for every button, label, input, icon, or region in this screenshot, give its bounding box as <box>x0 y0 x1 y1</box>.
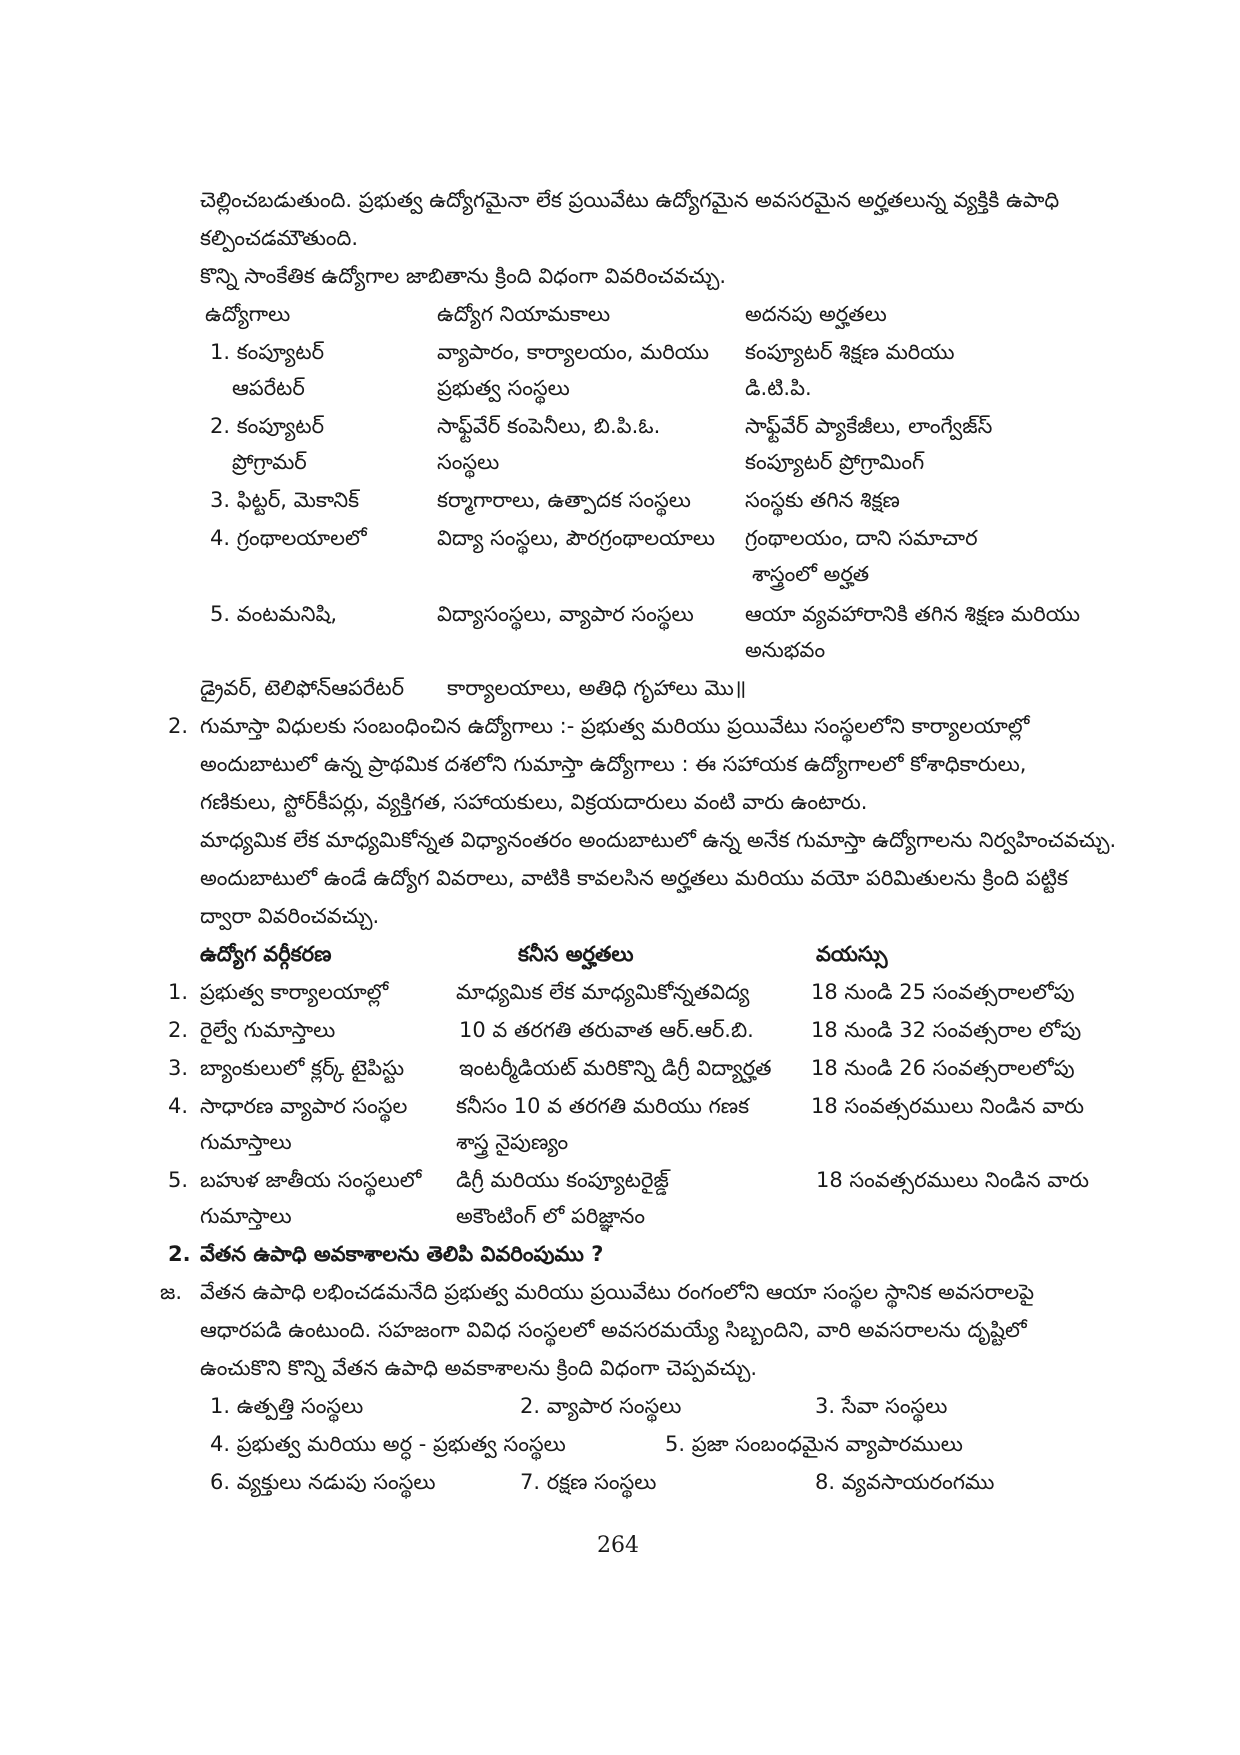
tech-row4-recruitment: విద్యా సంస్థలు, పౌరగ్రంథాలయాలు <box>437 526 716 550</box>
answer-item: 4. ప్రభుత్వ మరియు అర్ధ - ప్రభుత్వ సంస్థలు <box>210 1432 566 1456</box>
clerk-row4-qualification: కనీసం 10 వ తరగతి మరియు గణక <box>456 1094 750 1118</box>
clerk-row5-number: 5. <box>168 1168 189 1192</box>
clerk-row1-qualification: మాధ్యమిక లేక మాధ్యమికోన్నతవిద్య <box>456 980 750 1004</box>
tech-row4-qual-cont: శాస్త్రంలో అర్హత <box>752 562 870 586</box>
tech-row4-job: 4. గ్రంథాలయాలలో <box>210 526 367 550</box>
clerk-row5-classification-cont: గుమాస్తాలు <box>200 1204 292 1228</box>
tech-row3-recruitment: కర్మాగారాలు, ఉత్పాదక సంస్థలు <box>437 488 691 512</box>
answer-line-1: వేతన ఉపాధి లభించడమనేది ప్రభుత్వ మరియు ప్రయివేటు రంగంలోని ఆయా సంస్థల స్థానిక అవసరాలపై <box>200 1280 1035 1304</box>
tech-row1-job: 1. కంప్యూటర్ <box>210 340 325 364</box>
clerk-header-min-qualifications: కనీస అర్హతలు <box>518 942 634 966</box>
clerk-header-classification: ఉద్యోగ వర్గీకరణ <box>200 942 332 966</box>
intro-line-2: కల్పించడమౌతుంది. <box>200 226 359 250</box>
tech-row2-recruitment: సాఫ్ట్‌వేర్ కంపెనీలు, బి.పి.ఓ. <box>437 414 661 438</box>
clerk-row3-qualification: ఇంటర్మీడియట్ మరికొన్ని డిగ్రీ విద్యార్హత <box>459 1056 772 1080</box>
clerk-row5-classification: బహుళ జాతీయ సంస్థలులో <box>200 1168 422 1192</box>
clerk-header-age: వయస్సు <box>816 942 888 966</box>
tech-row2-qual: సాఫ్ట్‌వేర్ ప్యాకేజీలు, లాంగ్వేజ్‌స్ <box>745 414 993 438</box>
clerical-line-4: మాధ్యమిక లేక మాధ్యమికోన్నత విధ్యానంతరం అందుబాటులో ఉన్న అనేక గుమాస్తా ఉద్యోగాలను నిర్వహించవచ్చు. <box>200 828 1117 852</box>
clerical-line-5: అందుబాటులో ఉండే ఉద్యోగ వివరాలు, వాటికి కావలసిన అర్హతలు మరియు వయో పరిమితులను క్రింది పట్టిక <box>200 866 1068 890</box>
tech-row2-recruitment-cont: సంస్థలు <box>437 450 500 474</box>
tech-row3-job: 3. ఫిట్టర్, మెకానిక్ <box>210 488 360 512</box>
answer-item: 5. ప్రజా సంబంధమైన వ్యాపారములు <box>665 1432 963 1456</box>
question-text: వేతన ఉపాధి అవకాశాలను తెలిపి వివరింపుము ? <box>200 1242 604 1266</box>
tech-row2-job: 2. కంప్యూటర్ <box>210 414 325 438</box>
tech-row1-qual-cont: డి.టి.పి. <box>745 376 812 400</box>
tech-row2-qual-cont: కంప్యూటర్ ప్రోగ్రామింగ్ <box>745 450 925 474</box>
clerk-row2-number: 2. <box>168 1018 189 1042</box>
clerk-row1-age: 18 నుండి 25 సంవత్సరాలలోపు <box>811 980 1075 1004</box>
clerk-row5-qualification: డిగ్రీ మరియు కంప్యూటరైజ్డ్ <box>456 1168 669 1192</box>
tech-row6-job: డ్రైవర్, టెలిఫోన్‌ఆపరేటర్ <box>200 676 405 700</box>
clerk-row1-number: 1. <box>168 980 189 1004</box>
tech-row1-qual: కంప్యూటర్ శిక్షణ మరియు <box>745 340 955 364</box>
answer-line-2: ఆధారపడి ఉంటుంది. సహజంగా వివిధ సంస్థలలో అవసరమయ్యే సిబ్బందిని, వారి అవసరాలను దృష్టిలో <box>200 1318 1027 1342</box>
tech-row1-recruitment-cont: ప్రభుత్వ సంస్థలు <box>437 376 570 400</box>
tech-row5-job: 5. వంటమనిషి, <box>210 602 338 626</box>
clerk-row4-classification-cont: గుమాస్తాలు <box>200 1130 292 1154</box>
tech-row6-recruitment: కార్యాలయాలు, అతిధి గృహాలు మొ॥ <box>447 676 747 700</box>
clerk-row5-qualification-cont: అకౌంటింగ్ లో పరిజ్ఞానం <box>456 1204 646 1228</box>
tech-row4-qual: గ్రంథాలయం, దాని సమాచార <box>745 526 978 550</box>
clerical-line-2: అందుబాటులో ఉన్న ప్రాథమిక దశలోని గుమాస్తా ఉద్యోగాలు : ఈ సహాయక ఉద్యోగాలలో కోశాధికారులు, <box>200 752 1027 776</box>
clerk-row4-number: 4. <box>168 1094 189 1118</box>
tech-row1-job-cont: ఆపరేటర్ <box>232 376 305 400</box>
tech-header-jobs: ఉద్యోగాలు <box>205 302 291 326</box>
tech-header-qualifications: అదనపు అర్హతలు <box>745 302 887 326</box>
clerical-line-6: ద్వారా వివరించవచ్చు. <box>200 904 380 928</box>
clerk-row2-age: 18 నుండి 32 సంవత్సరాల లోపు <box>811 1018 1082 1042</box>
tech-row5-qual-cont: అనుభవం <box>745 638 826 662</box>
answer-item: 1. ఉత్పత్తి సంస్థలు <box>210 1394 364 1418</box>
tech-row1-recruitment: వ్యాపారం, కార్యాలయం, మరియు <box>437 340 710 364</box>
clerk-row1-classification: ప్రభుత్వ కార్యాలయాల్లో <box>200 980 389 1004</box>
intro-line-1: చెల్లించబడుతుంది. ప్రభుత్వ ఉద్యోగమైనా లేక ప్రయివేటు ఉద్యోగమైన అవసరమైన అర్హతలున్న వ్యక్తికి ఉపాధి <box>200 188 1060 212</box>
answer-item: 3. సేవా సంస్థలు <box>815 1394 948 1418</box>
answer-line-3: ఉంచుకొని కొన్ని వేతన ఉపాధి అవకాశాలను క్రింది విధంగా చెప్పవచ్చు. <box>200 1356 758 1380</box>
page-number: 264 <box>597 1533 639 1558</box>
clerk-row2-qualification: 10 వ తరగతి తరువాత ఆర్.ఆర్.బి. <box>459 1018 754 1042</box>
clerk-row2-classification: రైల్వే గుమాస్తాలు <box>200 1018 336 1042</box>
question-number: 2. <box>168 1242 191 1266</box>
clerk-row3-age: 18 నుండి 26 సంవత్సరాలలోపు <box>811 1056 1075 1080</box>
tech-row3-qual: సంస్థకు తగిన శిక్షణ <box>745 488 900 512</box>
clerical-line-1: గుమాస్తా విధులకు సంబంధించిన ఉద్యోగాలు :- ప్రభుత్వ మరియు ప్రయివేటు సంస్థలలోని కార్యాలయాల్లో <box>200 714 1030 738</box>
intro-line-3: కొన్ని సాంకేతిక ఉద్యోగాల జాబితాను క్రింది విధంగా వివరించవచ్చు. <box>200 264 727 288</box>
clerical-line-3: గణికులు, స్టోర్‌కీపర్లు, వ్యక్తిగత, సహాయకులు, విక్రయదారులు వంటి వారు ఉంటారు. <box>200 790 868 814</box>
tech-header-recruitment: ఉద్యోగ నియామకాలు <box>437 302 611 326</box>
answer-item: 2. వ్యాపార సంస్థలు <box>520 1394 682 1418</box>
answer-item: 7. రక్షణ సంస్థలు <box>520 1470 657 1494</box>
clerk-row3-classification: బ్యాంకులులో క్లర్క్ టైపిస్టు <box>200 1056 405 1080</box>
tech-row5-recruitment: విద్యాసంస్థలు, వ్యాపార సంస్థలు <box>437 602 694 626</box>
tech-row2-job-cont: ప్రోగ్రామర్ <box>232 450 307 474</box>
answer-item: 6. వ్యక్తులు నడుపు సంస్థలు <box>210 1470 436 1494</box>
clerk-row5-age: 18 సంవత్సరములు నిండిన వారు <box>816 1168 1089 1192</box>
clerical-number: 2. <box>168 714 189 738</box>
clerk-row3-number: 3. <box>168 1056 189 1080</box>
clerk-row4-classification: సాధారణ వ్యాపార సంస్థల <box>200 1094 408 1118</box>
clerk-row4-qualification-cont: శాస్త్ర నైపుణ్యం <box>456 1130 569 1154</box>
answer-label: జ. <box>160 1280 183 1304</box>
answer-item: 8. వ్యవసాయరంగము <box>815 1470 995 1494</box>
tech-row5-qual: ఆయా వ్యవహారానికి తగిన శిక్షణ మరియు <box>745 602 1081 626</box>
clerk-row4-age: 18 సంవత్సరములు నిండిన వారు <box>811 1094 1084 1118</box>
